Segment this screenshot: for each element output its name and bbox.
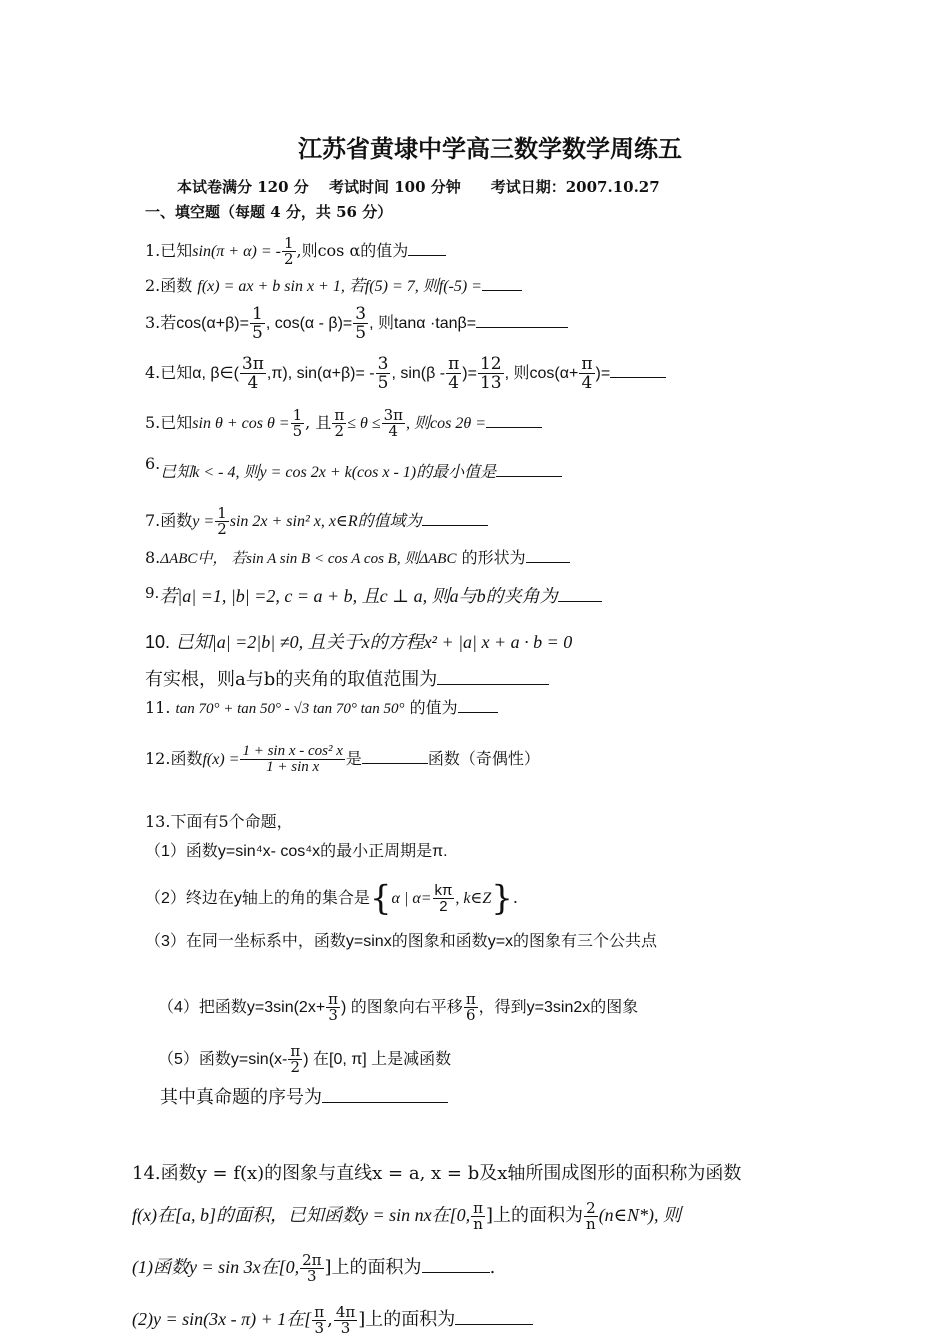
question-9 bbox=[145, 584, 602, 609]
q3-expr-1: cos(α+β)= bbox=[176, 315, 249, 332]
q14-frac2-num: 2 bbox=[584, 1201, 598, 1217]
q5-frac3-num: 3π bbox=[383, 406, 404, 424]
q9-prefix: 9. bbox=[145, 584, 160, 602]
q6-expr: 已知k < - 4, 则y = cos 2x + k(cos x - 1)的最小值是 bbox=[160, 464, 497, 481]
q5-expr-3: , 则cos 2θ = bbox=[406, 415, 487, 432]
q14-line4-text-2: ]上的面积为 bbox=[358, 1309, 456, 1330]
q5-frac1-num: 1 bbox=[292, 406, 303, 424]
q7-expr-2: sin 2x + sin² x, x∈R的值域为 bbox=[229, 513, 422, 530]
question-13-item-1: （1）函数y=sin⁴x- cos⁴x的最小正周期是π. bbox=[145, 843, 448, 860]
q13-tail-text: 其中真命题的序号为 bbox=[160, 1087, 322, 1108]
answer-blank-3[interactable] bbox=[476, 313, 568, 328]
q8-text: 的形状为 bbox=[461, 548, 526, 567]
answer-blank-14b[interactable] bbox=[455, 1310, 533, 1325]
q13-item4-frac2-num: π bbox=[465, 990, 476, 1008]
q14-frac1-num: π bbox=[473, 1198, 483, 1217]
left-brace-icon: { bbox=[369, 878, 392, 919]
q5-frac2-num: π bbox=[334, 406, 345, 424]
question-13-heading: 13.下面有5个命题， bbox=[145, 812, 293, 831]
q11-text: 的值为 bbox=[409, 698, 458, 717]
answer-blank-11[interactable] bbox=[458, 698, 498, 713]
q3-frac1-den: 5 bbox=[251, 323, 263, 343]
q3-frac1-num: 1 bbox=[251, 304, 263, 324]
q4-expr-4: )= bbox=[462, 365, 477, 382]
q7-expr-1: y = bbox=[192, 513, 215, 530]
q8-prefix: 8. bbox=[145, 548, 161, 567]
q3-expr-3: , 则tanα ·tanβ= bbox=[369, 315, 477, 332]
q8-expr: ΔABC中， 若sin A sin B < cos A cos B, 则ΔABC bbox=[160, 551, 457, 567]
q1-text: ,则cos α的值为 bbox=[296, 241, 409, 260]
q7-frac-den: 2 bbox=[217, 520, 227, 538]
answer-blank-10[interactable] bbox=[437, 670, 549, 685]
q4-frac3-den: 4 bbox=[448, 373, 460, 393]
q12-text-2: 函数（奇偶性） bbox=[427, 749, 540, 768]
q3-expr-2: , cos(α - β)= bbox=[265, 315, 353, 332]
answer-blank-7[interactable] bbox=[422, 511, 488, 526]
answer-blank-14a[interactable] bbox=[422, 1258, 490, 1273]
q14-line3-text-2: ]上的面积为 bbox=[324, 1257, 422, 1278]
q14-line3-text-1: (1)函数y = sin 3x在[0, bbox=[132, 1257, 300, 1277]
q11-prefix: 11. bbox=[145, 698, 171, 717]
q7-frac-num: 1 bbox=[217, 504, 227, 522]
q13-item4-text-3: ，得到y=3sin2x的图象 bbox=[478, 999, 639, 1016]
answer-blank-8[interactable] bbox=[526, 548, 570, 563]
q14-line2-text-2: ]上的面积为 bbox=[485, 1205, 584, 1226]
question-1 bbox=[145, 236, 446, 267]
question-13-item-3: （3）在同一坐标系中，函数y=sinx的图象和函数y=x的图象有三个公共点 bbox=[145, 933, 658, 950]
q1-frac-num: 1 bbox=[283, 234, 294, 252]
question-2 bbox=[145, 276, 522, 297]
q12-expr: f(x) = bbox=[202, 751, 240, 768]
answer-blank-5[interactable] bbox=[486, 413, 542, 428]
q14-line4-text-1: (2)y = sin(3x - π) + 1在[ bbox=[132, 1309, 312, 1329]
q1-frac-den: 2 bbox=[283, 250, 294, 268]
q13-item5-frac-num: π bbox=[290, 1042, 301, 1060]
q4-frac2-den: 5 bbox=[377, 373, 389, 393]
q5-frac2-den: 2 bbox=[334, 422, 345, 440]
q14-line4-sep: , bbox=[327, 1309, 333, 1330]
q14-frac4-den: 3 bbox=[314, 1318, 324, 1337]
answer-blank-1[interactable] bbox=[408, 241, 446, 256]
q14-frac2-den: n bbox=[586, 1214, 596, 1233]
q4-frac4-num: 12 bbox=[479, 354, 502, 374]
q14-frac5-den: 3 bbox=[340, 1318, 351, 1337]
q1-prefix: 1.已知 bbox=[145, 241, 193, 260]
q2-expr: f(x) = ax + b sin x + 1, 若f(5) = 7, 则f(-5) = bbox=[197, 278, 482, 295]
q5-expr-1: sin θ + cos θ = bbox=[192, 415, 290, 432]
q14-line2-text-3: (n∈N*), 则 bbox=[598, 1205, 682, 1225]
q3-frac2-num: 3 bbox=[355, 304, 367, 324]
q13-item4-frac1-den: 3 bbox=[328, 1006, 338, 1024]
answer-blank-9[interactable] bbox=[558, 587, 602, 602]
q3-frac2-den: 5 bbox=[355, 323, 367, 343]
question-13-item-5 bbox=[158, 1036, 451, 1082]
q13-item4-frac1-num: π bbox=[328, 990, 339, 1008]
q12-text-1: 是 bbox=[345, 749, 362, 768]
q4-expr-6: )= bbox=[595, 365, 611, 382]
question-14-line-4 bbox=[132, 1296, 533, 1342]
question-10-line-2 bbox=[145, 668, 549, 692]
q13-item4-text-1: （4）把函数y=3sin(2x+ bbox=[158, 999, 326, 1016]
q14-frac3-den: 3 bbox=[307, 1266, 317, 1285]
q13-item2-frac-den: 2 bbox=[439, 898, 448, 915]
question-3 bbox=[145, 300, 568, 346]
question-14-line-1: 14.函数y = f(x)的图象与直线x = a, x = b及x轴所围成图形的面积称为函数 bbox=[132, 1163, 742, 1184]
q4-expr-1: α, β∈( bbox=[192, 365, 239, 382]
question-13-item-2 bbox=[145, 872, 518, 924]
question-5 bbox=[145, 400, 542, 446]
question-8 bbox=[145, 548, 570, 569]
answer-blank-2[interactable] bbox=[482, 276, 522, 291]
question-11 bbox=[145, 698, 498, 719]
q12-frac-num: 1 + sin x - cos² x bbox=[242, 743, 343, 759]
q5-text: , 且 bbox=[305, 413, 332, 432]
answer-blank-12[interactable] bbox=[362, 749, 428, 764]
q5-prefix: 5.已知 bbox=[145, 413, 193, 432]
q13-item2-end: . bbox=[512, 888, 518, 907]
q5-expr-2: ≤ θ ≤ bbox=[347, 415, 381, 432]
q4-frac3-num: π bbox=[448, 354, 460, 374]
q9-expr: 若|a| =1, |b| =2, c = a + b, 且c ⊥ a, 则a与b的夹角为 bbox=[159, 586, 558, 606]
q13-item5-text-1: （5）函数y=sin(x- bbox=[158, 1051, 288, 1068]
q2-prefix: 2.函数 bbox=[145, 276, 193, 295]
question-12 bbox=[145, 736, 540, 782]
q4-expr-3: , sin(β - bbox=[391, 365, 446, 382]
q3-prefix: 3.若 bbox=[145, 313, 177, 332]
q11-expr: tan 70° + tan 50° - √3 tan 70° tan 50° bbox=[175, 701, 405, 717]
q4-frac1-den: 4 bbox=[247, 373, 259, 393]
q14-frac3-num: 2π bbox=[302, 1250, 322, 1269]
q10-expr: 已知|a| =2|b| ≠0, 且关于x的方程x² + |a| x + a · b = 0 bbox=[175, 632, 573, 652]
question-14-line-2 bbox=[132, 1192, 681, 1238]
page-title: 江苏省黄埭中学高三数学数学周练五 bbox=[298, 134, 682, 163]
answer-blank-13[interactable] bbox=[322, 1088, 448, 1103]
q12-prefix: 12.函数 bbox=[145, 749, 203, 768]
q4-expr-5: , 则cos(α+ bbox=[504, 365, 579, 382]
q13-item2-frac-num: kπ bbox=[434, 882, 453, 899]
q13-item2-set: α | α= bbox=[391, 890, 432, 907]
q4-frac5-den: 4 bbox=[581, 373, 593, 393]
q10-prefix: 10. bbox=[145, 632, 171, 652]
q6-prefix: 6. bbox=[145, 454, 161, 473]
q4-expr-2: ,π), sin(α+β)= - bbox=[266, 365, 375, 382]
question-13-item-4 bbox=[158, 984, 638, 1030]
q13-item2-text: （2）终边在y轴上的角的集合是 bbox=[145, 890, 370, 907]
question-14-line-3 bbox=[132, 1244, 495, 1290]
question-10 bbox=[145, 630, 572, 655]
answer-blank-4[interactable] bbox=[610, 363, 666, 378]
answer-blank-6[interactable] bbox=[496, 462, 562, 477]
q4-frac1-num: 3π bbox=[241, 354, 264, 374]
q5-frac1-den: 5 bbox=[292, 422, 303, 440]
q5-frac3-den: 4 bbox=[388, 422, 399, 440]
section-heading: 一、填空题（每题 4 分，共 56 分） bbox=[145, 203, 393, 221]
question-7 bbox=[145, 498, 488, 544]
right-brace-icon: } bbox=[491, 878, 513, 919]
q4-frac5-num: π bbox=[581, 354, 593, 374]
q14-frac5-num: 4π bbox=[335, 1302, 356, 1321]
q7-prefix: 7.函数 bbox=[145, 511, 193, 530]
q13-item2-cond: , k∈Z bbox=[455, 890, 492, 907]
q4-frac2-num: 3 bbox=[377, 354, 389, 374]
q14-frac1-den: n bbox=[473, 1214, 483, 1233]
q4-prefix: 4.已知 bbox=[145, 363, 193, 382]
q12-frac-den: 1 + sin x bbox=[266, 759, 320, 775]
q1-expr: sin(π + α) = - bbox=[192, 243, 281, 260]
q13-item5-text-2: ) 在[0, π] 上是减函数 bbox=[303, 1051, 452, 1068]
q14-line3-end: . bbox=[489, 1257, 496, 1278]
q4-frac4-den: 13 bbox=[479, 373, 502, 393]
q13-item4-text-2: ) 的图象向右平移 bbox=[341, 999, 463, 1016]
question-13-answer-line bbox=[160, 1086, 448, 1110]
q13-item5-frac-den: 2 bbox=[290, 1058, 301, 1076]
q14-line2-text-1: f(x)在[a, b]的面积，已知函数y = sin nx在[0, bbox=[132, 1205, 471, 1225]
q14-frac4-num: π bbox=[314, 1302, 325, 1321]
question-4 bbox=[145, 350, 666, 396]
q10-text: 有实根，则a与b的夹角的取值范围为 bbox=[145, 669, 438, 690]
exam-info: 本试卷满分 120 分 考试时间 100 分钟 考试日期：2007.10.27 bbox=[177, 178, 660, 196]
q13-item4-frac2-den: 6 bbox=[465, 1006, 476, 1024]
question-6 bbox=[145, 454, 562, 483]
